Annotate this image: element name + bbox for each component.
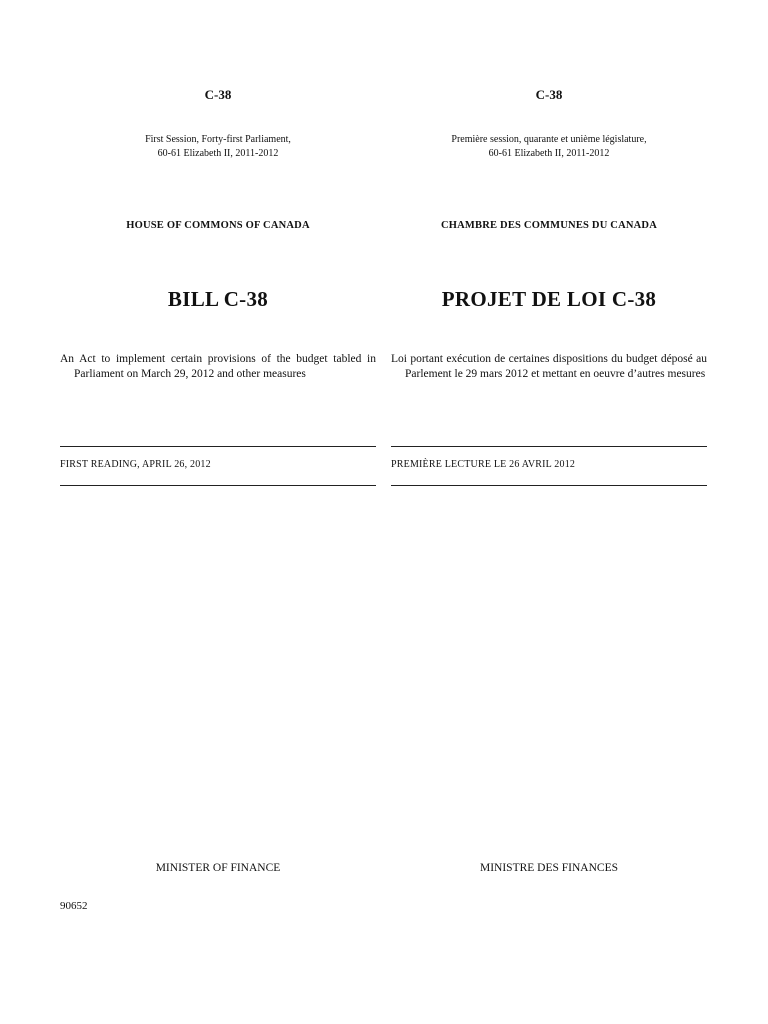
bill-number: C-38 (535, 87, 563, 102)
house-name: HOUSE OF COMMONS OF CANADA (126, 220, 310, 231)
minister: MINISTER OF FINANCE (155, 862, 281, 874)
minister: MINISTRE DES FINANCES (479, 862, 618, 874)
first-reading: FIRST READING, APRIL 26, 2012 (60, 459, 211, 470)
session-info (60, 133, 376, 161)
document-number: 90652 (60, 900, 88, 912)
divider-bottom (391, 485, 707, 486)
bill-title: BILL C-38 (167, 287, 269, 311)
first-reading: PREMIÈRE LECTURE LE 26 AVRIL 2012 (391, 459, 576, 470)
session-line-1: First Session, Forty-first Parliament, (145, 134, 291, 145)
bill-number: C-38 (204, 87, 232, 102)
session-info (391, 133, 707, 161)
session-line-2: 60-61 Elizabeth II, 2011-2012 (488, 148, 610, 159)
session-line-1: Première session, quarante et unième législature, (451, 134, 647, 145)
act-description: Loi portant exécution de certaines dispositions du budget déposé au Parlement le 29 mars 2012 et mettant en oeuvre d’autres mesures (391, 353, 707, 380)
french-column (391, 0, 707, 1024)
english-column (60, 0, 376, 1024)
divider-top (391, 446, 707, 447)
session-line-2: 60-61 Elizabeth II, 2011-2012 (157, 148, 279, 159)
act-description: An Act to implement certain provisions of the budget tabled in Parliament on March 29, 2012 and other measures (60, 353, 376, 380)
divider-bottom (60, 485, 376, 486)
divider-top (60, 446, 376, 447)
house-name: CHAMBRE DES COMMUNES DU CANADA (441, 220, 657, 231)
bill-title: PROJET DE LOI C-38 (441, 287, 657, 311)
